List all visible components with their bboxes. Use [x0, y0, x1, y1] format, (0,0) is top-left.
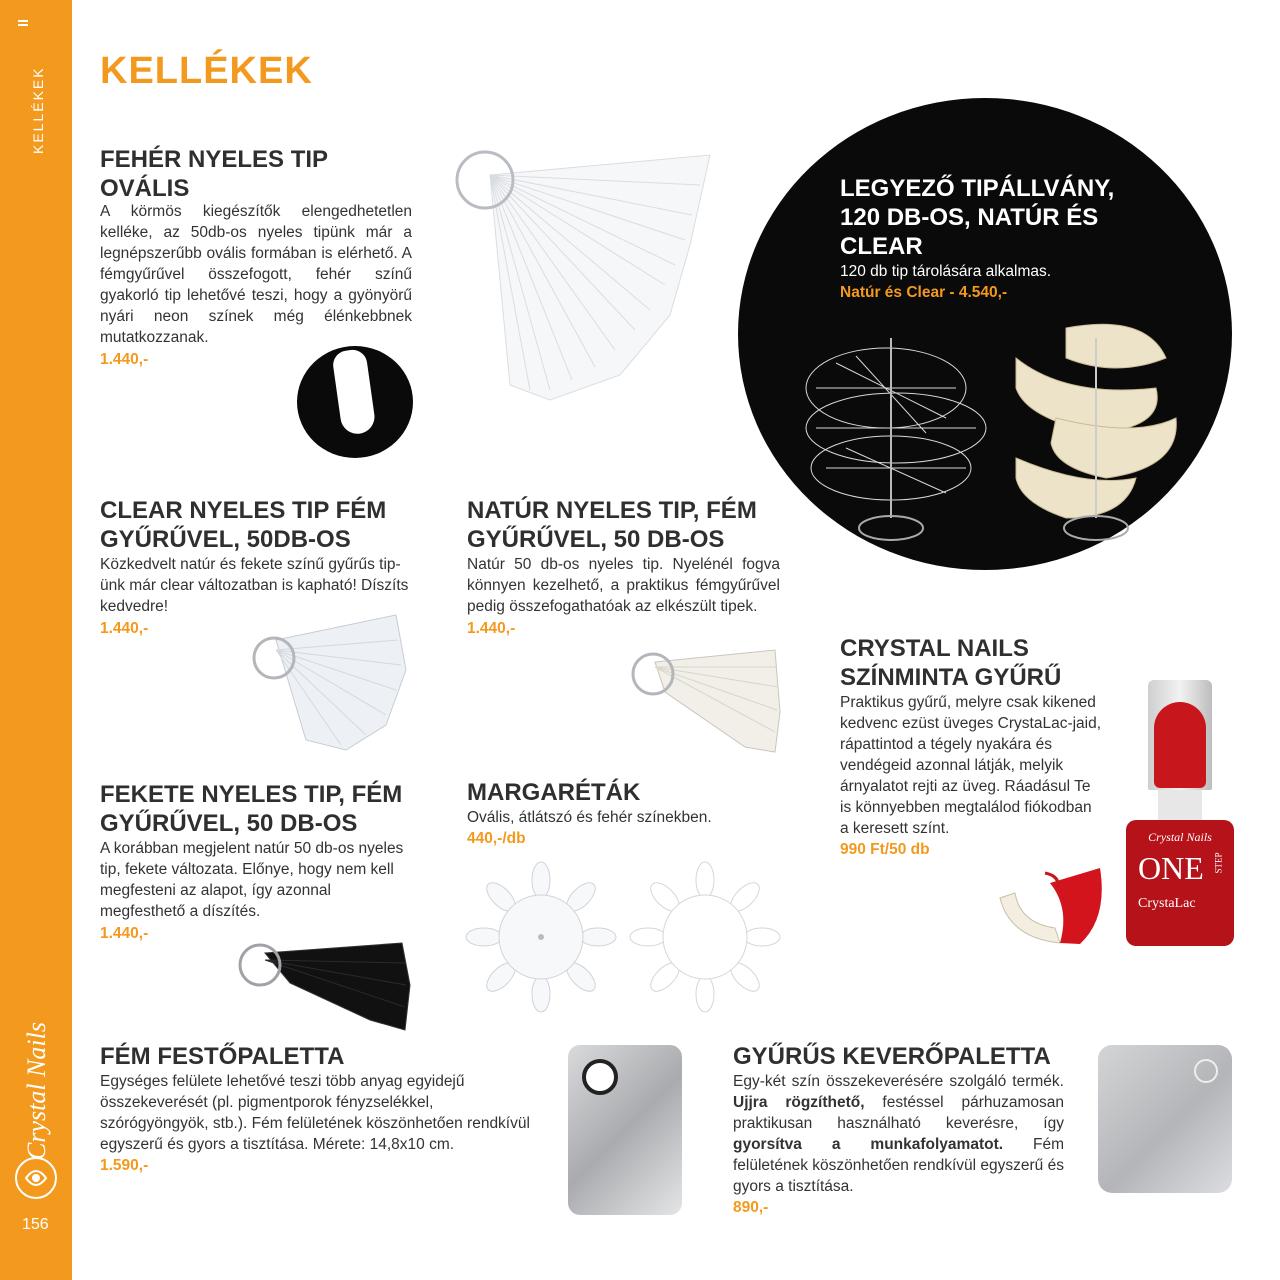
- margareta-clear-image: [466, 862, 616, 1012]
- product-price: 440,-/db: [467, 830, 526, 847]
- product-description: Praktikus gyűrű, melyre csak kikened kedvenc ezüst üveges CrystaLac-jaid, rápattintod a tégely nyakára és vendégeid azonnal látják, melyik árnyalatot rejti az üveg. Ráadásul Te is könnyebben megtalálod fiókodban a keresett színt.: [840, 694, 1102, 837]
- sidebar: [0, 0, 72, 1280]
- bottle-step: STEP: [1213, 852, 1224, 874]
- product-description: Natúr 50 db-os nyeles tip. Nyelénél fogva könnyen kezelhető, a praktikus fémgyűrűvel pedig összefogathatóak az elkészült tipek.: [467, 556, 780, 615]
- natur-tip-fan-image: [625, 632, 785, 757]
- product-description: Egy-két szín összekeverésére szolgáló termék. Ujjra rögzíthető, festéssel párhuzamosan praktikusan használható keverésre, így gyorsítva a munkafolyamatot. Fém felületének köszönhetően rendkívül egyszerű és gyors a tisztítása.: [733, 1073, 1064, 1195]
- menu-icon[interactable]: [18, 20, 28, 28]
- product-szinminta-gyuru: [840, 634, 1104, 860]
- margareta-white-image: [630, 862, 780, 1012]
- product-price: 1.440,-: [100, 620, 149, 637]
- product-price: 890,-: [733, 1199, 769, 1216]
- product-description: Ovális, átlátszó és fehér színekben.: [467, 809, 712, 826]
- product-price: 1.440,-: [100, 925, 149, 942]
- product-margaretak: [467, 778, 780, 849]
- product-title: FEHÉR NYELES TIP OVÁLIS: [100, 146, 329, 202]
- bottle-lac: CrystaLac: [1138, 896, 1196, 911]
- crystal-nails-logo: Crystal Nails: [22, 1022, 51, 1160]
- product-description: A körmös kiegészítők elengedhetetlen kelléke, az 50db-os nyeles tipünk már a legnépszerűbb ovális formában is elérhető. A fémgyűrűvel összefogott, fehér színű gyakorló tip lehetővé teszi, hogy a gyönyörű nyári neon színek még élénkebbnek mutatkozzanak.: [100, 203, 412, 346]
- metal-palette-image: [568, 1045, 682, 1215]
- product-gyurus-keveropaletta: [733, 1042, 1064, 1218]
- product-price: Natúr és Clear - 4.540,-: [840, 284, 1008, 301]
- sidebar-category: KELLÉKEK: [30, 66, 46, 154]
- color-sample-tip-image: [990, 858, 1110, 950]
- black-tip-fan-image: [230, 935, 412, 1035]
- mixing-palette-image: [1098, 1045, 1232, 1193]
- product-title: GYŰRŰS KEVERŐPALETTA: [733, 1043, 1051, 1070]
- product-title: LEGYEZŐ TIPÁLLVÁNY, 120 DB-OS, NATÚR ÉS CLEAR: [840, 175, 1115, 260]
- nail-polish-bottle-image: [1120, 680, 1240, 950]
- product-description: 120 db tip tárolására alkalmas.: [840, 263, 1052, 280]
- page-number: 156: [22, 1216, 49, 1233]
- product-price: 1.440,-: [100, 351, 149, 368]
- product-description: A korábban megjelent natúr 50 db-os nyeles tip, fekete változata. Előnye, hogy nem kell megfesteni az alapot, így azonnal megfesthető a díszítés.: [100, 840, 404, 920]
- product-fekete-nyeles-tip: [100, 780, 412, 944]
- product-fem-festopaletta: [100, 1042, 532, 1176]
- product-legyezo-tipallvany: [738, 98, 1232, 570]
- page-title: KELLÉKEK: [100, 50, 313, 92]
- clear-tip-fan-image: [246, 610, 412, 760]
- product-title: CLEAR NYELES TIP FÉM GYŰRŰVEL, 50DB-OS: [100, 497, 387, 553]
- product-price: 990 Ft/50 db: [840, 841, 930, 858]
- product-description: Közkedvelt natúr és fekete színű gyűrűs tip-ünk már clear változatban is kapható! Díszíts kedvedre!: [100, 556, 409, 615]
- product-feher-nyeles-tip: [100, 145, 412, 370]
- oval-tip-image: [297, 346, 413, 458]
- product-price: 1.590,-: [100, 1157, 149, 1174]
- white-tip-fan-image: [440, 135, 720, 405]
- bottle-brand: Crystal Nails: [1148, 830, 1212, 844]
- product-title: MARGARÉTÁK: [467, 779, 641, 806]
- product-description: Egységes felülete lehetővé teszi több anyag egyidejű összekeverését (pl. pigmentporok fényzselékkel, szórógyöngyök, stb.). Fém felületének köszönhetően rendkívül egyszerű és gyors a tisztítása. Mérete: 14,8x10 cm.: [100, 1073, 530, 1153]
- spiral-tip-stand-image: [796, 318, 1196, 548]
- product-title: FÉM FESTŐPALETTA: [100, 1043, 345, 1070]
- product-title: NATÚR NYELES TIP, FÉM GYŰRŰVEL, 50 DB-OS: [467, 497, 757, 553]
- bottle-one: ONE: [1138, 850, 1204, 886]
- product-natur-nyeles-tip: [467, 496, 780, 639]
- product-title: FEKETE NYELES TIP, FÉM GYŰRŰVEL, 50 DB-OS: [100, 781, 403, 837]
- product-title: CRYSTAL NAILS SZÍNMINTA GYŰRŰ: [840, 635, 1062, 691]
- crystal-nails-logo-icon: [14, 1156, 58, 1200]
- product-price: 1.440,-: [467, 620, 516, 637]
